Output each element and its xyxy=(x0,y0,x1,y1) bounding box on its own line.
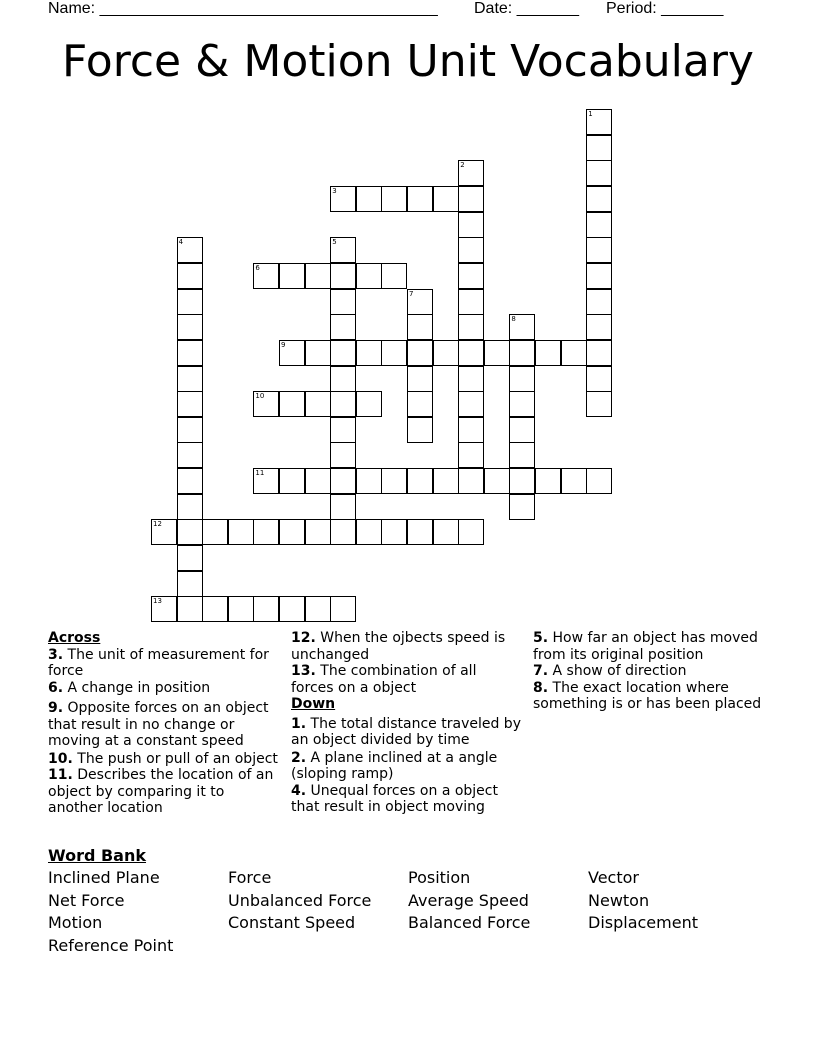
crossword-cell[interactable] xyxy=(381,263,407,289)
crossword-cell[interactable] xyxy=(458,212,484,238)
crossword-cell[interactable] xyxy=(330,340,356,366)
crossword-cell[interactable] xyxy=(458,366,484,392)
clue-down-4 xyxy=(291,783,523,816)
crossword-cell[interactable] xyxy=(356,340,382,366)
crossword-cell[interactable] xyxy=(458,289,484,315)
clue-text: A plane inclined at a angle (sloping ramp) xyxy=(291,749,498,782)
crossword-cell[interactable] xyxy=(407,314,433,340)
word-bank-item: Balanced Force xyxy=(408,913,531,932)
crossword-cell[interactable] xyxy=(177,391,203,417)
crossword-cell[interactable] xyxy=(433,186,459,212)
crossword-cell[interactable] xyxy=(356,391,382,417)
cell-number: 3 xyxy=(332,186,337,195)
crossword-cell[interactable] xyxy=(458,417,484,443)
crossword-cell[interactable] xyxy=(356,186,382,212)
crossword-cell[interactable] xyxy=(330,391,356,417)
cell-number: 9 xyxy=(281,340,286,349)
clue-text: Describes the location of an object by comparing it to another location xyxy=(48,767,274,816)
clue-number: 5. xyxy=(533,630,549,646)
crossword-cell[interactable] xyxy=(381,519,407,545)
crossword-cell[interactable] xyxy=(177,442,203,468)
crossword-cell[interactable] xyxy=(330,417,356,443)
crossword-cell[interactable] xyxy=(458,519,484,545)
clue-number: 7. xyxy=(533,663,549,679)
word-bank-item: Inclined Plane xyxy=(48,868,160,887)
crossword-cell[interactable] xyxy=(305,263,331,289)
crossword-cell[interactable] xyxy=(177,417,203,443)
crossword-cell[interactable] xyxy=(586,468,612,494)
crossword-cell[interactable] xyxy=(509,494,535,520)
crossword-cell[interactable] xyxy=(151,519,177,545)
clue-across-6 xyxy=(48,680,280,697)
crossword-cell[interactable] xyxy=(228,519,254,545)
crossword-cell[interactable] xyxy=(356,519,382,545)
crossword-cell[interactable] xyxy=(253,596,279,622)
clue-text: Unequal forces on a object that result in object moving xyxy=(291,782,498,815)
clue-text: The unit of measurement for force xyxy=(48,646,269,679)
crossword-cell[interactable] xyxy=(509,468,535,494)
crossword-cell[interactable] xyxy=(305,519,331,545)
word-bank-item: Vector xyxy=(588,868,639,887)
word-bank-item: Newton xyxy=(588,891,650,910)
crossword-cell[interactable] xyxy=(305,468,331,494)
crossword-cell[interactable] xyxy=(177,366,203,392)
crossword-cell[interactable] xyxy=(253,263,279,289)
crossword-cell[interactable] xyxy=(509,340,535,366)
clue-number: 11. xyxy=(48,767,73,783)
crossword-cell[interactable] xyxy=(458,442,484,468)
crossword-cell[interactable] xyxy=(586,263,612,289)
clue-across-10 xyxy=(48,751,280,768)
cell-number: 5 xyxy=(332,238,337,247)
word-bank-item: Average Speed xyxy=(408,891,529,910)
clue-number: 13. xyxy=(291,663,316,679)
cell-number: 2 xyxy=(460,161,465,170)
word-bank-item: Position xyxy=(408,868,471,887)
word-bank-item: Reference Point xyxy=(48,936,174,955)
clue-text: When the ojbects speed is unchanged xyxy=(291,630,506,663)
clue-across-3 xyxy=(48,647,280,680)
crossword-cell[interactable] xyxy=(279,468,305,494)
clue-text: The total distance traveled by an object divided by time xyxy=(291,715,521,748)
crossword-cell[interactable] xyxy=(228,596,254,622)
crossword-cell[interactable] xyxy=(586,186,612,212)
crossword-cell[interactable] xyxy=(586,237,612,263)
crossword-cell[interactable] xyxy=(330,494,356,520)
crossword-cell[interactable] xyxy=(484,340,510,366)
crossword-cell[interactable] xyxy=(586,366,612,392)
name-field-label: Name: ______________________________________ xyxy=(48,0,438,17)
crossword-cell[interactable] xyxy=(151,596,177,622)
crossword-cell[interactable] xyxy=(458,263,484,289)
crossword-cell[interactable] xyxy=(586,109,612,135)
crossword-cell[interactable] xyxy=(177,237,203,263)
crossword-cell[interactable] xyxy=(330,519,356,545)
clue-down-8 xyxy=(533,680,773,713)
cell-number: 11 xyxy=(255,469,265,478)
word-bank-item: Net Force xyxy=(48,891,125,910)
crossword-cell[interactable] xyxy=(586,314,612,340)
crossword-cell[interactable] xyxy=(177,289,203,315)
crossword-cell[interactable] xyxy=(279,263,305,289)
cell-number: 10 xyxy=(255,392,265,401)
crossword-cell[interactable] xyxy=(279,340,305,366)
crossword-cell[interactable] xyxy=(253,391,279,417)
crossword-cell[interactable] xyxy=(330,314,356,340)
crossword-cell[interactable] xyxy=(330,186,356,212)
cell-number: 7 xyxy=(409,289,414,298)
word-bank-heading: Word Bank xyxy=(48,846,147,865)
crossword-cell[interactable] xyxy=(177,571,203,597)
page-title: Force & Motion Unit Vocabulary xyxy=(62,36,754,87)
clue-number: 10. xyxy=(48,750,73,767)
clue-across-13 xyxy=(291,663,523,696)
crossword-cell[interactable] xyxy=(407,519,433,545)
crossword-cell[interactable] xyxy=(330,596,356,622)
crossword-cell[interactable] xyxy=(177,340,203,366)
clue-across-11 xyxy=(48,767,280,817)
period-field-label: Period: _______ xyxy=(606,0,724,17)
clue-down-2 xyxy=(291,750,523,783)
crossword-cell[interactable] xyxy=(330,442,356,468)
crossword-cell[interactable] xyxy=(177,314,203,340)
crossword-cell[interactable] xyxy=(305,596,331,622)
word-bank-item: Unbalanced Force xyxy=(228,891,372,910)
clue-down-5 xyxy=(533,630,773,663)
clue-column-1 xyxy=(48,630,280,817)
crossword-cell[interactable] xyxy=(202,596,228,622)
crossword-cell[interactable] xyxy=(407,340,433,366)
cell-number: 6 xyxy=(255,263,260,272)
clue-column-2 xyxy=(291,630,523,816)
cell-number: 1 xyxy=(588,110,593,118)
crossword-cell[interactable] xyxy=(484,468,510,494)
crossword-cell[interactable] xyxy=(433,468,459,494)
clue-text: A change in position xyxy=(67,679,211,696)
down-heading: Down xyxy=(291,696,336,712)
word-bank-item: Displacement xyxy=(588,913,698,932)
crossword-cell[interactable] xyxy=(381,468,407,494)
clue-text: Opposite forces on an object that result in no change or moving at a constant speed xyxy=(48,700,269,749)
cell-number: 13 xyxy=(153,597,162,606)
cell-number: 12 xyxy=(153,520,162,529)
crossword-cell[interactable] xyxy=(458,160,484,186)
crossword-cell[interactable] xyxy=(381,340,407,366)
crossword-cell[interactable] xyxy=(253,519,279,545)
cell-number: 4 xyxy=(178,238,184,247)
crossword-cell[interactable] xyxy=(586,391,612,417)
crossword-cell[interactable] xyxy=(586,340,612,366)
crossword-cell[interactable] xyxy=(407,391,433,417)
crossword-cell[interactable] xyxy=(535,340,561,366)
crossword-cell[interactable] xyxy=(407,468,433,494)
crossword-cell[interactable] xyxy=(305,391,331,417)
crossword-cell[interactable] xyxy=(586,212,612,238)
clue-column-3 xyxy=(533,630,773,713)
across-heading: Across xyxy=(48,630,101,646)
crossword-cell[interactable] xyxy=(509,314,535,340)
crossword-cell[interactable] xyxy=(330,366,356,392)
crossword-cell[interactable] xyxy=(279,391,305,417)
crossword-cell[interactable] xyxy=(177,519,203,545)
clue-number: 1. xyxy=(291,715,307,732)
crossword-cell[interactable] xyxy=(202,519,228,545)
crossword-cell[interactable] xyxy=(509,442,535,468)
crossword-cell[interactable] xyxy=(433,519,459,545)
clue-number: 2. xyxy=(291,749,307,766)
crossword-cell[interactable] xyxy=(586,289,612,315)
crossword-cell[interactable] xyxy=(407,366,433,392)
crossword-cell[interactable] xyxy=(586,135,612,161)
crossword-cell[interactable] xyxy=(381,186,407,212)
crossword-cell[interactable] xyxy=(458,468,484,494)
crossword-cell[interactable] xyxy=(177,494,203,520)
crossword-cell[interactable] xyxy=(279,519,305,545)
crossword-cell[interactable] xyxy=(407,417,433,443)
crossword-cell[interactable] xyxy=(177,263,203,289)
clue-text: How far an object has moved from its original position xyxy=(533,630,758,663)
crossword-cell[interactable] xyxy=(177,596,203,622)
clue-across-12 xyxy=(291,630,523,663)
crossword-cell[interactable] xyxy=(330,237,356,263)
clue-text: A show of direction xyxy=(552,663,687,679)
crossword-cell[interactable] xyxy=(330,289,356,315)
crossword-cell[interactable] xyxy=(330,468,356,494)
crossword-cell[interactable] xyxy=(535,468,561,494)
clue-down-7 xyxy=(533,663,773,680)
crossword-cell[interactable] xyxy=(586,160,612,186)
crossword-cell[interactable] xyxy=(509,366,535,392)
crossword-cell[interactable] xyxy=(356,263,382,289)
clue-number: 9. xyxy=(48,700,64,716)
word-bank-item: Force xyxy=(228,868,272,887)
clue-number: 8. xyxy=(533,679,549,696)
crossword-cell[interactable] xyxy=(509,391,535,417)
clue-number: 3. xyxy=(48,646,64,663)
crossword-cell[interactable] xyxy=(433,340,459,366)
clue-across-9 xyxy=(48,700,280,750)
clue-number: 4. xyxy=(291,782,307,799)
crossword-cell[interactable] xyxy=(509,417,535,443)
word-bank-item: Motion xyxy=(48,913,103,932)
word-bank-item: Constant Speed xyxy=(228,913,356,932)
clue-number: 12. xyxy=(291,630,316,646)
crossword-cell[interactable] xyxy=(177,468,203,494)
crossword-cell[interactable] xyxy=(458,237,484,263)
crossword-cell[interactable] xyxy=(330,263,356,289)
clue-text: The push or pull of an object xyxy=(77,750,278,767)
crossword-cell[interactable] xyxy=(561,468,587,494)
crossword-cell[interactable] xyxy=(356,468,382,494)
cell-number: 8 xyxy=(511,315,516,324)
clue-down-1 xyxy=(291,716,523,749)
date-field-label: Date: _______ xyxy=(474,0,579,17)
crossword-cell[interactable] xyxy=(253,468,279,494)
crossword-cell[interactable] xyxy=(458,391,484,417)
clue-text: The exact location where something is or has been placed xyxy=(533,679,762,712)
crossword-cell[interactable] xyxy=(458,186,484,212)
crossword-cell[interactable] xyxy=(458,340,484,366)
crossword-cell[interactable] xyxy=(279,596,305,622)
crossword-cell[interactable] xyxy=(407,289,433,315)
crossword-cell[interactable] xyxy=(305,340,331,366)
clue-number: 6. xyxy=(48,679,64,696)
crossword-cell[interactable] xyxy=(458,314,484,340)
crossword-cell[interactable] xyxy=(407,186,433,212)
crossword-cell[interactable] xyxy=(177,545,203,571)
clue-text: The combination of all forces on a object xyxy=(291,663,477,696)
crossword-cell[interactable] xyxy=(561,340,587,366)
